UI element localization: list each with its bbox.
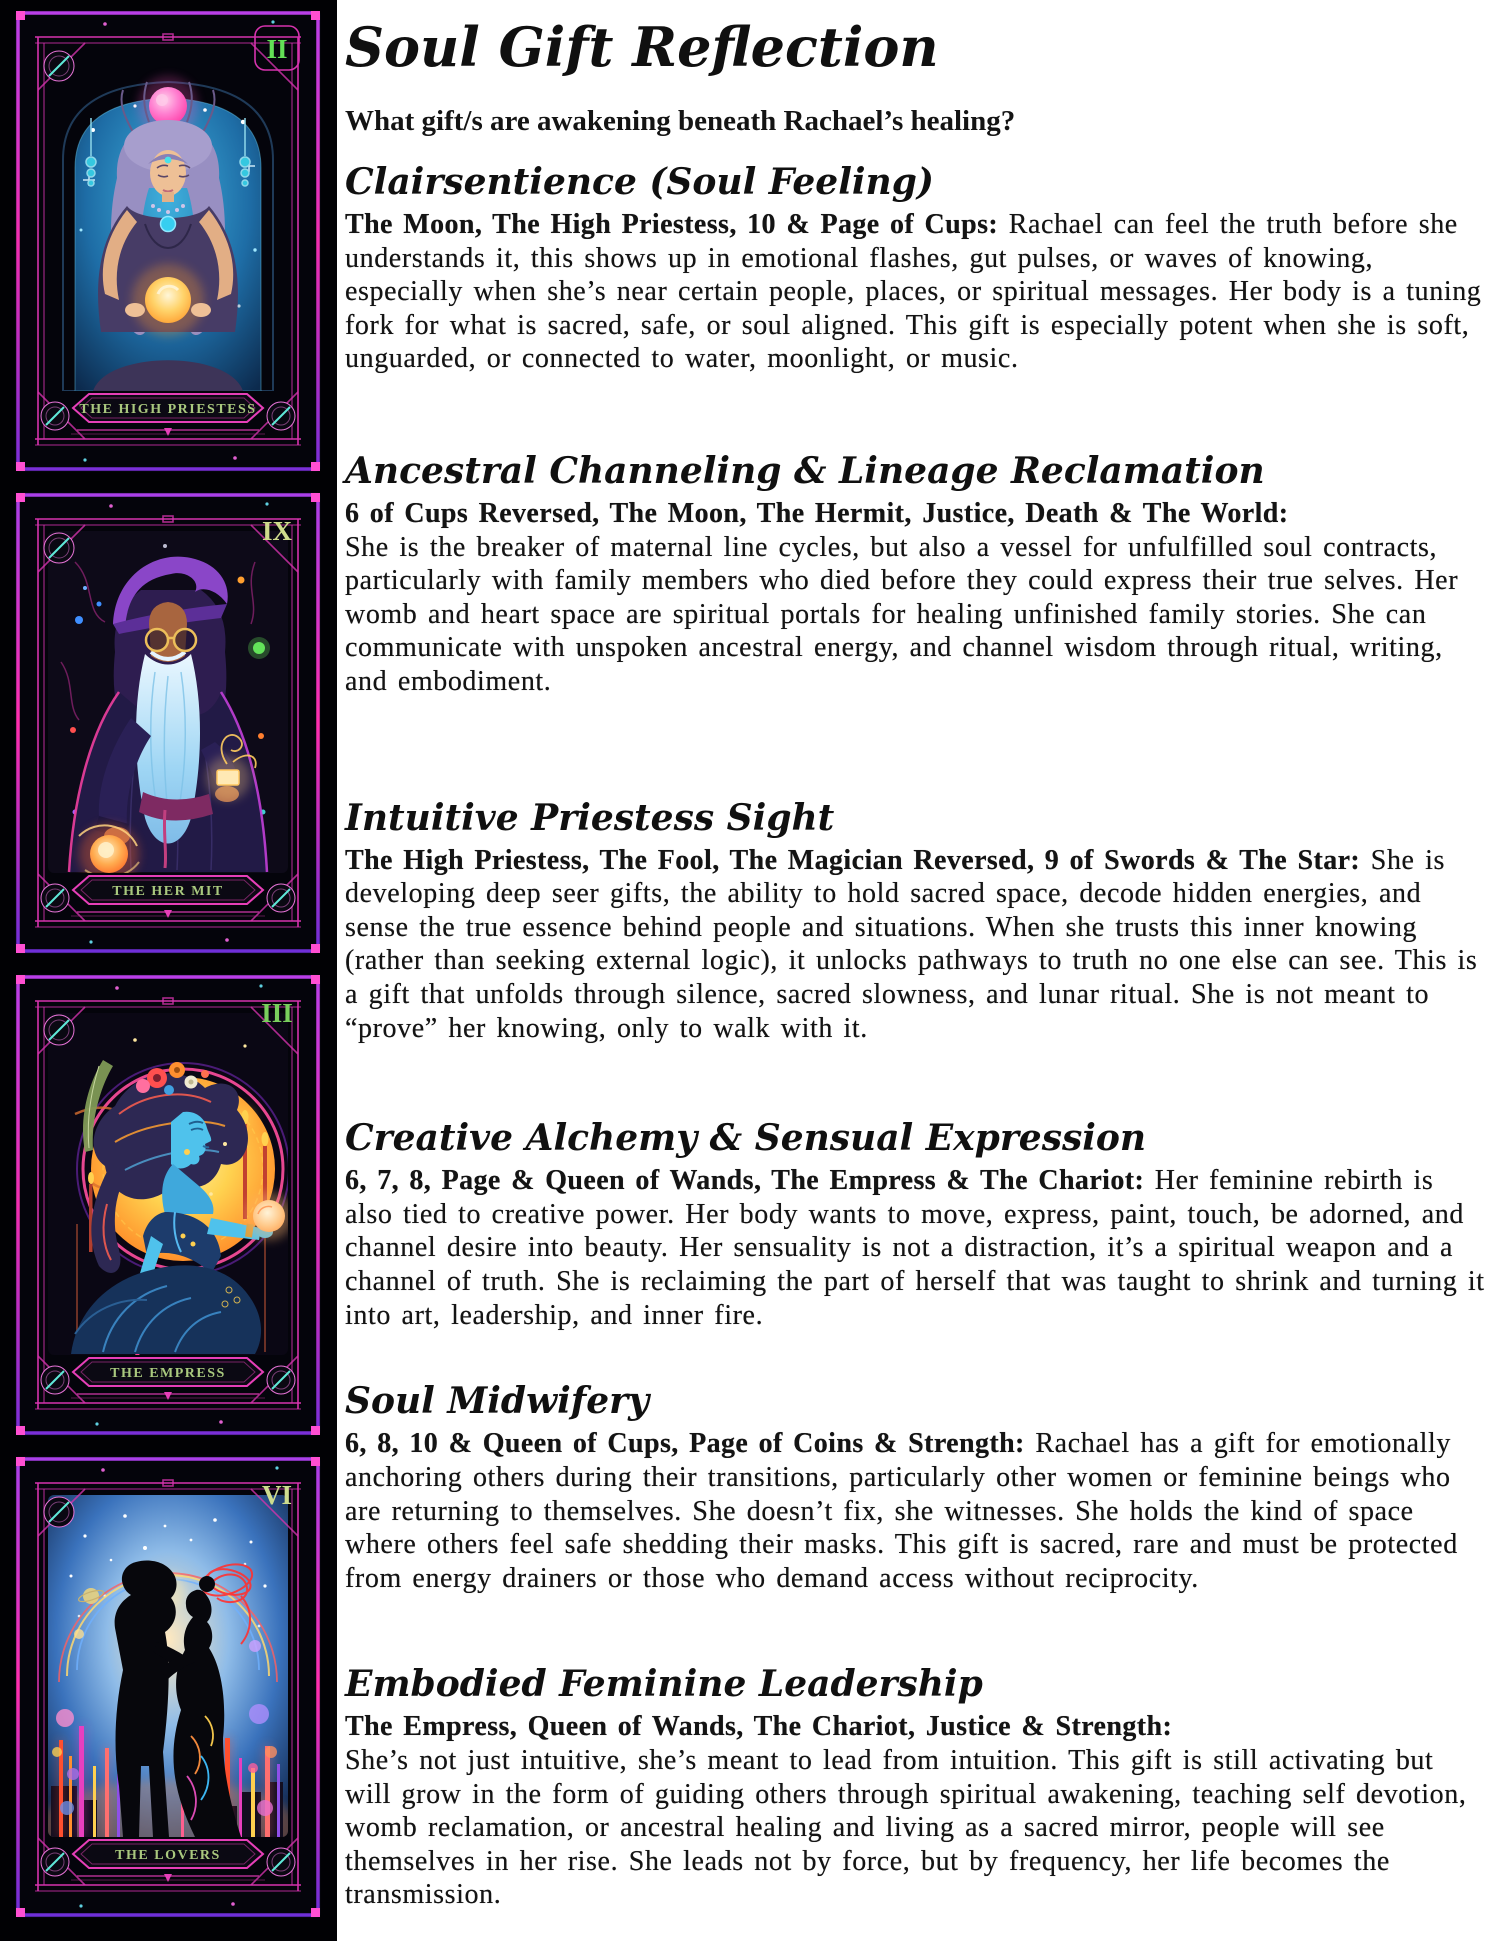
tarot-card-high-priestess	[15, 10, 321, 472]
card-scene	[48, 1013, 293, 1360]
section-body: She is developing deep seer gifts, the ability to hold sacred space, decode hidden energies, and sense the true essence behind people and situations. When she trusts this inner knowing (rather than seeking external logic), it unlocks pathways to truth no one else can see. This is a gift that unfolds through silence, sacred slowness, and lunar ritual. She is not meant to “prove” her knowing, only to walk with it.	[345, 844, 1478, 1044]
empress-art	[15, 974, 321, 1436]
section-heading: Soul Midwifery	[345, 1380, 650, 1423]
card-numeral: III	[261, 998, 293, 1028]
card-combo-lead: 6, 8, 10 & Queen of Cups, Page of Coins & Strength:	[345, 1428, 1025, 1460]
card-numeral: VI	[261, 1480, 293, 1510]
card-numeral: II	[266, 34, 288, 64]
card-name: THE EMPRESS	[110, 1366, 226, 1381]
section-paragraph	[345, 1710, 1488, 1912]
gift-section-ancestral-channeling	[345, 448, 1488, 699]
section-heading: Clairsentience (Soul Feeling)	[345, 160, 934, 203]
section-body: She’s not just intuitive, she’s meant to lead from intuition. This gift is still activating but will grow in the form of guiding others through spiritual awakening, teaching self devotion, womb reclamation, or ancestral healing and living as a sacred mirror, people will see themselves in her rise. She leads not by force, but by frequency, her life becomes the transmission.	[345, 1744, 1467, 1911]
gift-section-creative-alchemy	[345, 1115, 1488, 1332]
gift-section-intuitive-priestess-sight	[345, 795, 1488, 1046]
tarot-card-empress	[15, 974, 321, 1436]
section-body: Rachael can feel the truth before she understands it, this shows up in emotional flashes, gut pulses, or waves of knowing, especially when she’s near certain people, places, or spiritual messages. Her body is a tuning fork for what is sacred, safe, or soul aligned. This gift is especially potent when she is soft, unguarded, or connected to water, moonlight, or music.	[345, 208, 1482, 375]
section-heading: Ancestral Channeling & Lineage Reclamation	[345, 449, 1265, 492]
high-priestess-art	[15, 10, 321, 472]
card-numeral: IX	[261, 516, 293, 546]
gift-section-soul-midwifery	[345, 1378, 1488, 1595]
tarot-card-hermit	[15, 492, 321, 954]
page-title: Soul Gift Reflection	[345, 15, 939, 79]
section-body: Rachael has a gift for emotionally anchoring others during their transitions, particularly other women or feminine beings who are returning to themselves. She doesn’t fix, she witnesses. She holds the kind of space where others feel safe shedding their masks. This gift is sacred, rare and must be protected from energy drainers or those who demand access without reciprocity.	[345, 1428, 1458, 1594]
section-paragraph	[345, 1164, 1488, 1332]
card-combo-lead: 6 of Cups Reversed, The Moon, The Hermit, Justice, Death & The World:	[345, 498, 1289, 530]
card-scene	[48, 531, 288, 884]
section-heading: Creative Alchemy & Sensual Expression	[345, 1117, 1147, 1160]
card-scene	[63, 76, 273, 391]
card-name: THE HIGH PRIESTESS	[79, 402, 257, 417]
card-name: THE LOVERS	[115, 1848, 221, 1863]
card-combo-lead: The High Priestess, The Fool, The Magician Reversed, 9 of Swords & The Star:	[345, 844, 1361, 876]
card-combo-lead: 6, 7, 8, Page & Queen of Wands, The Empress & The Chariot:	[345, 1165, 1145, 1197]
section-heading: Embodied Feminine Leadership	[345, 1663, 983, 1706]
card-combo-lead: The Moon, The High Priestess, 10 & Page of Cups:	[345, 208, 999, 240]
lovers-art	[15, 1456, 321, 1918]
section-body: Her feminine rebirth is also tied to creative power. Her body wants to move, express, paint, touch, be adorned, and channel desire into beauty. Her sensuality is not a distraction, it’s a spiritual weapon and a channel of truth. She is reclaiming the part of herself that was taught to shrink and turning it into art, leadership, and inner fire.	[345, 1165, 1485, 1331]
hermit-art	[15, 492, 321, 954]
card-combo-lead: The Empress, Queen of Wands, The Chariot, Justice & Strength:	[345, 1711, 1173, 1743]
gift-section-clairsentience	[345, 159, 1488, 376]
card-scene	[38, 1495, 298, 1876]
section-paragraph	[345, 844, 1488, 1046]
card-name: THE HER MIT	[112, 884, 224, 899]
page-subtitle: What gift/s are awakening beneath Rachael’s healing?	[345, 105, 1016, 138]
section-paragraph	[345, 497, 1488, 699]
section-body: She is the breaker of maternal line cycles, but also a vessel for unfulfilled soul contracts, particularly with family members who died before they could express their true selves. Her womb and heart space are spiritual portals for healing unfinished family stories. She can communicate with unspoken ancestral energy, and channel wisdom through ritual, writing, and embodiment.	[345, 531, 1459, 697]
section-paragraph	[345, 208, 1488, 376]
gift-section-embodied-feminine-leadership	[345, 1661, 1488, 1912]
tarot-sidebar	[0, 0, 337, 1941]
tarot-card-lovers	[15, 1456, 321, 1918]
section-heading: Intuitive Priestess Sight	[345, 796, 835, 839]
section-paragraph	[345, 1427, 1488, 1595]
reading-content	[337, 0, 1500, 1941]
